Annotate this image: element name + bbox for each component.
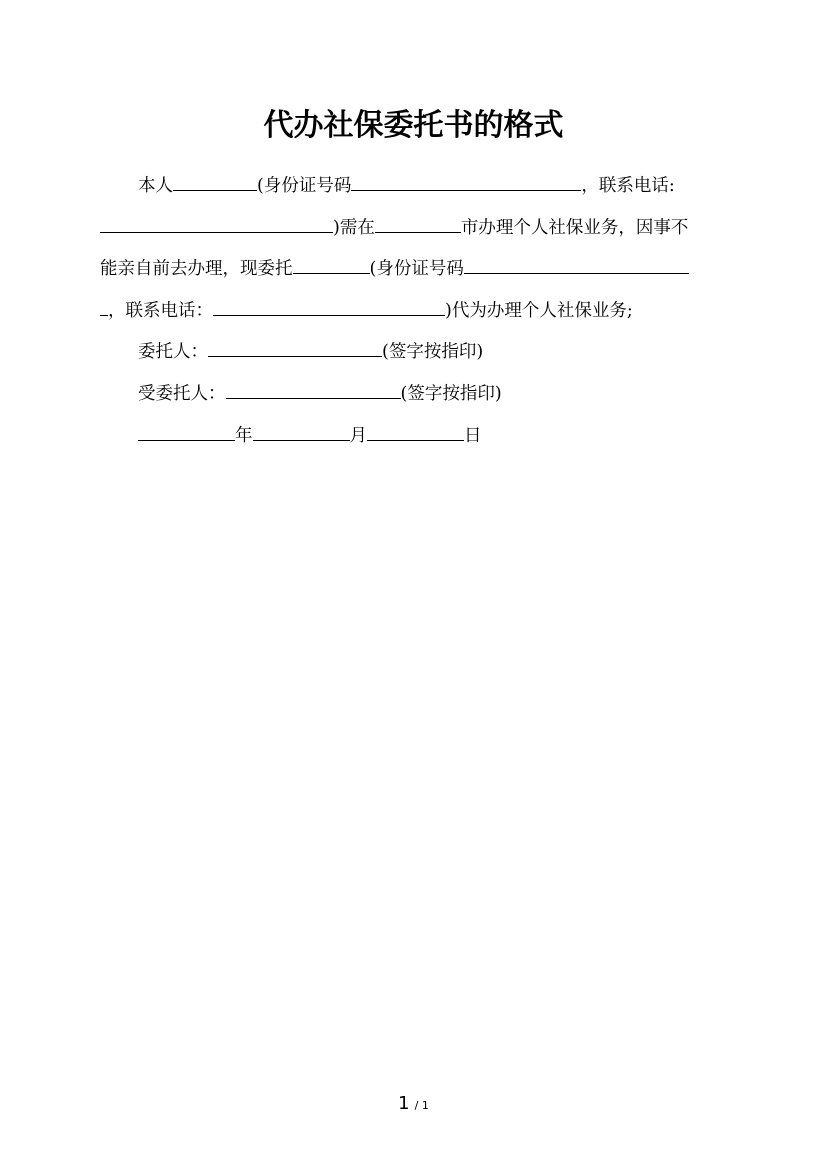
date-month-label: 月 — [349, 425, 367, 446]
document-title: 代办社保委托书的格式 — [263, 108, 564, 143]
blank-agent-id[interactable] — [464, 256, 689, 274]
paragraph-line-4 — [100, 291, 722, 333]
principal-signature-line — [100, 332, 722, 374]
agent-note: (签字按指印) — [400, 383, 502, 404]
blank-principal-name[interactable] — [173, 173, 257, 191]
text-self: 本人 — [138, 176, 173, 196]
agent-signature-line — [100, 374, 722, 416]
document-body — [100, 166, 722, 457]
blank-year[interactable] — [138, 423, 235, 441]
date-line — [100, 416, 722, 458]
page-total: / 1 — [414, 1099, 429, 1112]
text-id-label: (身份证号码 — [257, 176, 352, 196]
text-cannot-attend: 能亲自前去办理，现委托 — [100, 259, 293, 280]
text-agent-phone-label: ，联系电话： — [108, 300, 213, 321]
blank-principal-signature[interactable] — [208, 339, 382, 357]
principal-label: 委托人： — [138, 342, 208, 363]
blank-principal-id[interactable] — [351, 173, 581, 191]
blank-agent-signature[interactable] — [226, 381, 401, 399]
blank-agent-name[interactable] — [293, 256, 370, 274]
blank-principal-phone[interactable] — [100, 215, 333, 233]
text-handle-business: )代为办理个人社保业务; — [445, 300, 633, 321]
page-number — [0, 1093, 827, 1114]
page-current: 1 — [398, 1093, 410, 1114]
principal-note: (签字按指印) — [382, 342, 484, 363]
blank-agent-id-end[interactable] — [100, 298, 108, 316]
text-agent-id-label: (身份证号码 — [369, 259, 464, 280]
blank-agent-phone[interactable] — [213, 298, 445, 316]
text-business: 市办理个人社保业务，因事不 — [460, 217, 689, 238]
blank-day[interactable] — [367, 423, 464, 441]
date-year-label: 年 — [235, 425, 253, 446]
paragraph-line-1 — [100, 166, 722, 208]
text-phone-label: ，联系电话: — [581, 176, 675, 196]
blank-month[interactable] — [253, 423, 350, 441]
blank-city[interactable] — [375, 215, 461, 233]
agent-label: 受委托人： — [138, 383, 226, 404]
paragraph-line-3 — [100, 249, 722, 291]
paragraph-line-2 — [100, 208, 722, 250]
text-need-at: )需在 — [333, 217, 375, 238]
date-day-label: 日 — [464, 425, 482, 446]
